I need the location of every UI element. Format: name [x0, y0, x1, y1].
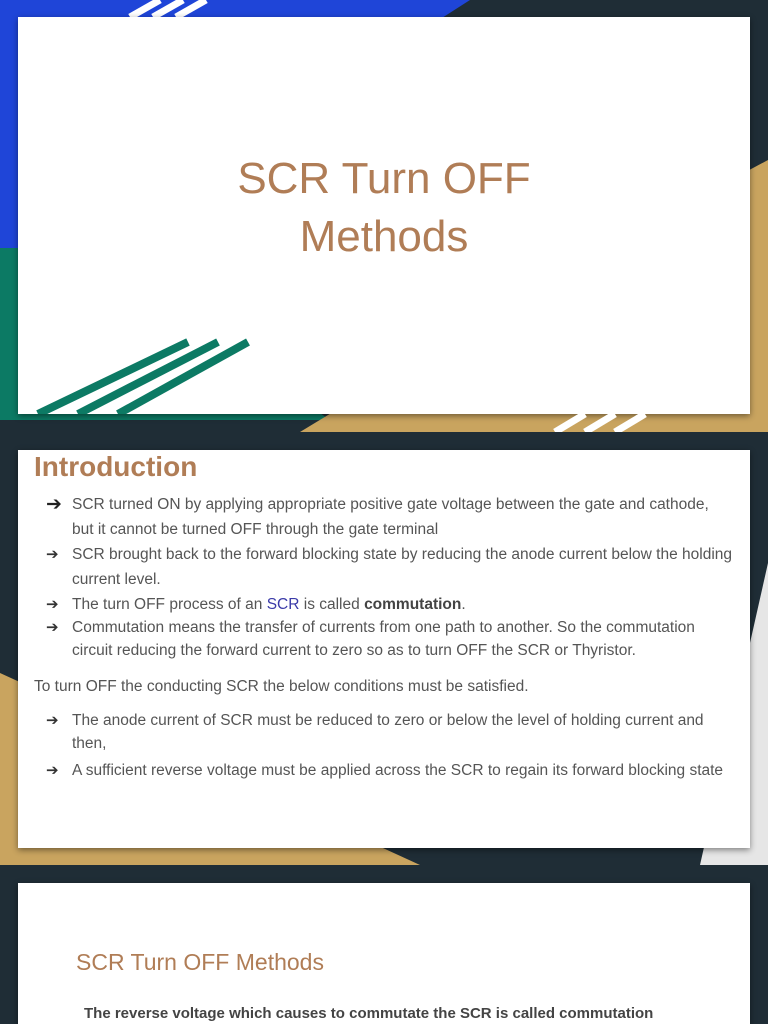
list-item: [34, 617, 734, 662]
slide-turn-off-methods: [0, 867, 768, 1024]
bullet-text-suffix: .: [461, 596, 466, 613]
bullet-text: Commutation means the transfer of currents from one path to another. So the commutation circuit reducing the forward current to zero so as to turn OFF the SCR or Thyristor.: [72, 619, 695, 659]
methods-text: The reverse voltage which causes to commutate the SCR is called commutation: [84, 1005, 654, 1022]
scr-link[interactable]: SCR: [266, 596, 300, 613]
arrow-icon: ➔: [46, 494, 62, 515]
list-item: [34, 758, 734, 783]
introduction-card: [18, 450, 750, 848]
arrow-icon: ➔: [46, 712, 59, 729]
title-line-2: Methods: [299, 212, 469, 261]
commutation-term: commutation: [364, 596, 462, 613]
condition-text: The anode current of SCR must be reduced to zero or below the level of holding current and then,: [72, 712, 704, 752]
condition-text: A sufficient reverse voltage must be applied across the SCR to regain its forward blocking state: [72, 762, 724, 779]
slide-title-text: [18, 150, 750, 266]
list-item: [34, 542, 734, 592]
list-item: [34, 592, 734, 617]
bullet-text-prefix: The turn OFF process of an: [72, 596, 267, 613]
bullet-text: SCR brought back to the forward blocking state by reducing the anode current below the holding current level.: [72, 546, 733, 588]
slide-title: [0, 0, 768, 432]
methods-card: [18, 883, 750, 1024]
arrow-icon: ➔: [46, 762, 59, 779]
bullet-text-middle: is called: [299, 596, 365, 613]
conditions-paragraph: To turn OFF the conducting SCR the below conditions must be satisfied.: [34, 678, 529, 695]
title-card: [18, 17, 750, 414]
list-item: [34, 492, 734, 542]
arrow-icon: ➔: [46, 546, 59, 563]
bullet-text: SCR turned ON by applying appropriate positive gate voltage between the gate and cathode, but it cannot be turned OFF through the gate terminal: [72, 496, 709, 538]
title-line-1: SCR Turn OFF: [237, 154, 531, 203]
list-item: [34, 710, 734, 755]
methods-heading: SCR Turn OFF Methods: [76, 949, 324, 975]
introduction-heading: Introduction: [34, 451, 198, 482]
arrow-icon: ➔: [46, 596, 59, 613]
bullet-list: [34, 492, 734, 783]
slide-introduction: [0, 433, 768, 865]
arrow-icon: ➔: [46, 619, 59, 636]
